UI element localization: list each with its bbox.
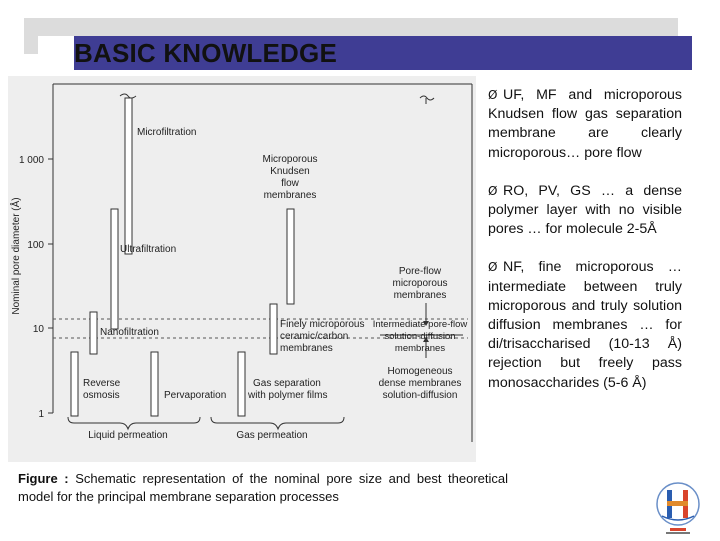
brace-liquid-permeation: [68, 417, 200, 429]
bullet-item: [488, 258, 682, 392]
bar-microfiltration: [125, 98, 132, 254]
label-finely-2: ceramic/carbon: [280, 331, 349, 342]
y-tick-10: 10: [32, 324, 44, 335]
figure-caption: [18, 470, 508, 506]
bullet-text: UF, MF and microporous Knudsen flow gas separation membrane are clearly microporous… pore flow: [488, 87, 682, 161]
y-axis-label: Nominal pore diameter (Å): [11, 197, 22, 315]
label-knudsen-3: flow: [281, 178, 299, 189]
label-homogeneous-2: dense membranes: [378, 378, 462, 389]
label-intermediate-1: Intermediate pore-flow: [372, 319, 468, 330]
label-knudsen-1: Microporous: [262, 154, 318, 165]
bullet-item: [488, 182, 682, 240]
label-liquid-permeation: Liquid permeation: [88, 430, 168, 441]
label-reverse-osmosis-2: osmosis: [83, 390, 120, 401]
label-pore-flow-2: microporous: [392, 278, 448, 289]
slide-title: BASIC KNOWLEDGE: [74, 38, 337, 68]
label-intermediate-2: solution-diffusion: [384, 331, 456, 342]
bar-nanofiltration: [90, 312, 97, 354]
label-pore-flow-3: membranes: [393, 290, 447, 301]
label-nanofiltration: Nanofiltration: [100, 327, 159, 338]
label-finely-3: membranes: [280, 343, 333, 354]
label-gas-separation-2: with polymer films: [248, 390, 328, 401]
label-finely-1: Finely microporous: [280, 319, 365, 330]
caption-text: Schematic representation of the nominal pore size and best theoretical model for the principal membrane separation processes: [18, 471, 508, 504]
bullet-arrow-icon: Ø: [488, 88, 498, 102]
bullet-arrow-icon: Ø: [488, 183, 498, 198]
bullet-arrow-icon: Ø: [488, 260, 498, 275]
label-knudsen-4: membranes: [263, 190, 317, 201]
brace-gas-permeation: [211, 417, 344, 429]
label-homogeneous-1: Homogeneous: [387, 366, 453, 377]
label-gas-separation-1: Gas separation: [253, 378, 321, 389]
caption-label: Figure :: [18, 471, 69, 486]
label-intermediate-3: membranes: [394, 343, 446, 354]
y-tick-1000: 1 000: [18, 155, 44, 166]
bullet-text: NF, fine microporous … intermediate between truly microporous and truly solution diffusion membranes … for di/trisaccharised (10-13 Å) rejection but freely pass monosaccharides (5-6 Å): [488, 259, 682, 391]
break-symbol-microfiltration: [120, 94, 136, 98]
label-gas-permeation: Gas permeation: [236, 430, 308, 441]
bullet-text: RO, PV, GS … a dense polymer layer with no visible pores … for molecule 2-5Å: [488, 182, 682, 238]
label-knudsen-2: Knudsen: [270, 166, 310, 177]
bar-ultrafiltration: [111, 209, 118, 329]
label-pervaporation: Pervaporation: [164, 390, 227, 401]
label-microfiltration: Microfiltration: [137, 127, 197, 138]
bar-pervaporation: [151, 352, 158, 416]
label-homogeneous-3: solution-diffusion: [382, 390, 458, 401]
break-symbol-knudsen: [420, 96, 434, 104]
y-tick-100: 100: [27, 240, 44, 251]
bar-reverse-osmosis: [71, 352, 78, 416]
membrane-pore-size-figure: [8, 76, 476, 462]
bullet-list: [488, 86, 682, 412]
bullet-item: [488, 86, 682, 163]
bar-finely-microporous: [270, 304, 277, 354]
label-ultrafiltration: Ultrafiltration: [120, 244, 177, 255]
bar-knudsen: [287, 209, 294, 304]
bar-gas-separation: [238, 352, 245, 416]
university-logo-icon: [652, 480, 704, 536]
label-reverse-osmosis-1: Reverse: [83, 378, 121, 389]
label-pore-flow-1: Pore-flow: [398, 266, 442, 277]
y-tick-1: 1: [38, 409, 44, 420]
